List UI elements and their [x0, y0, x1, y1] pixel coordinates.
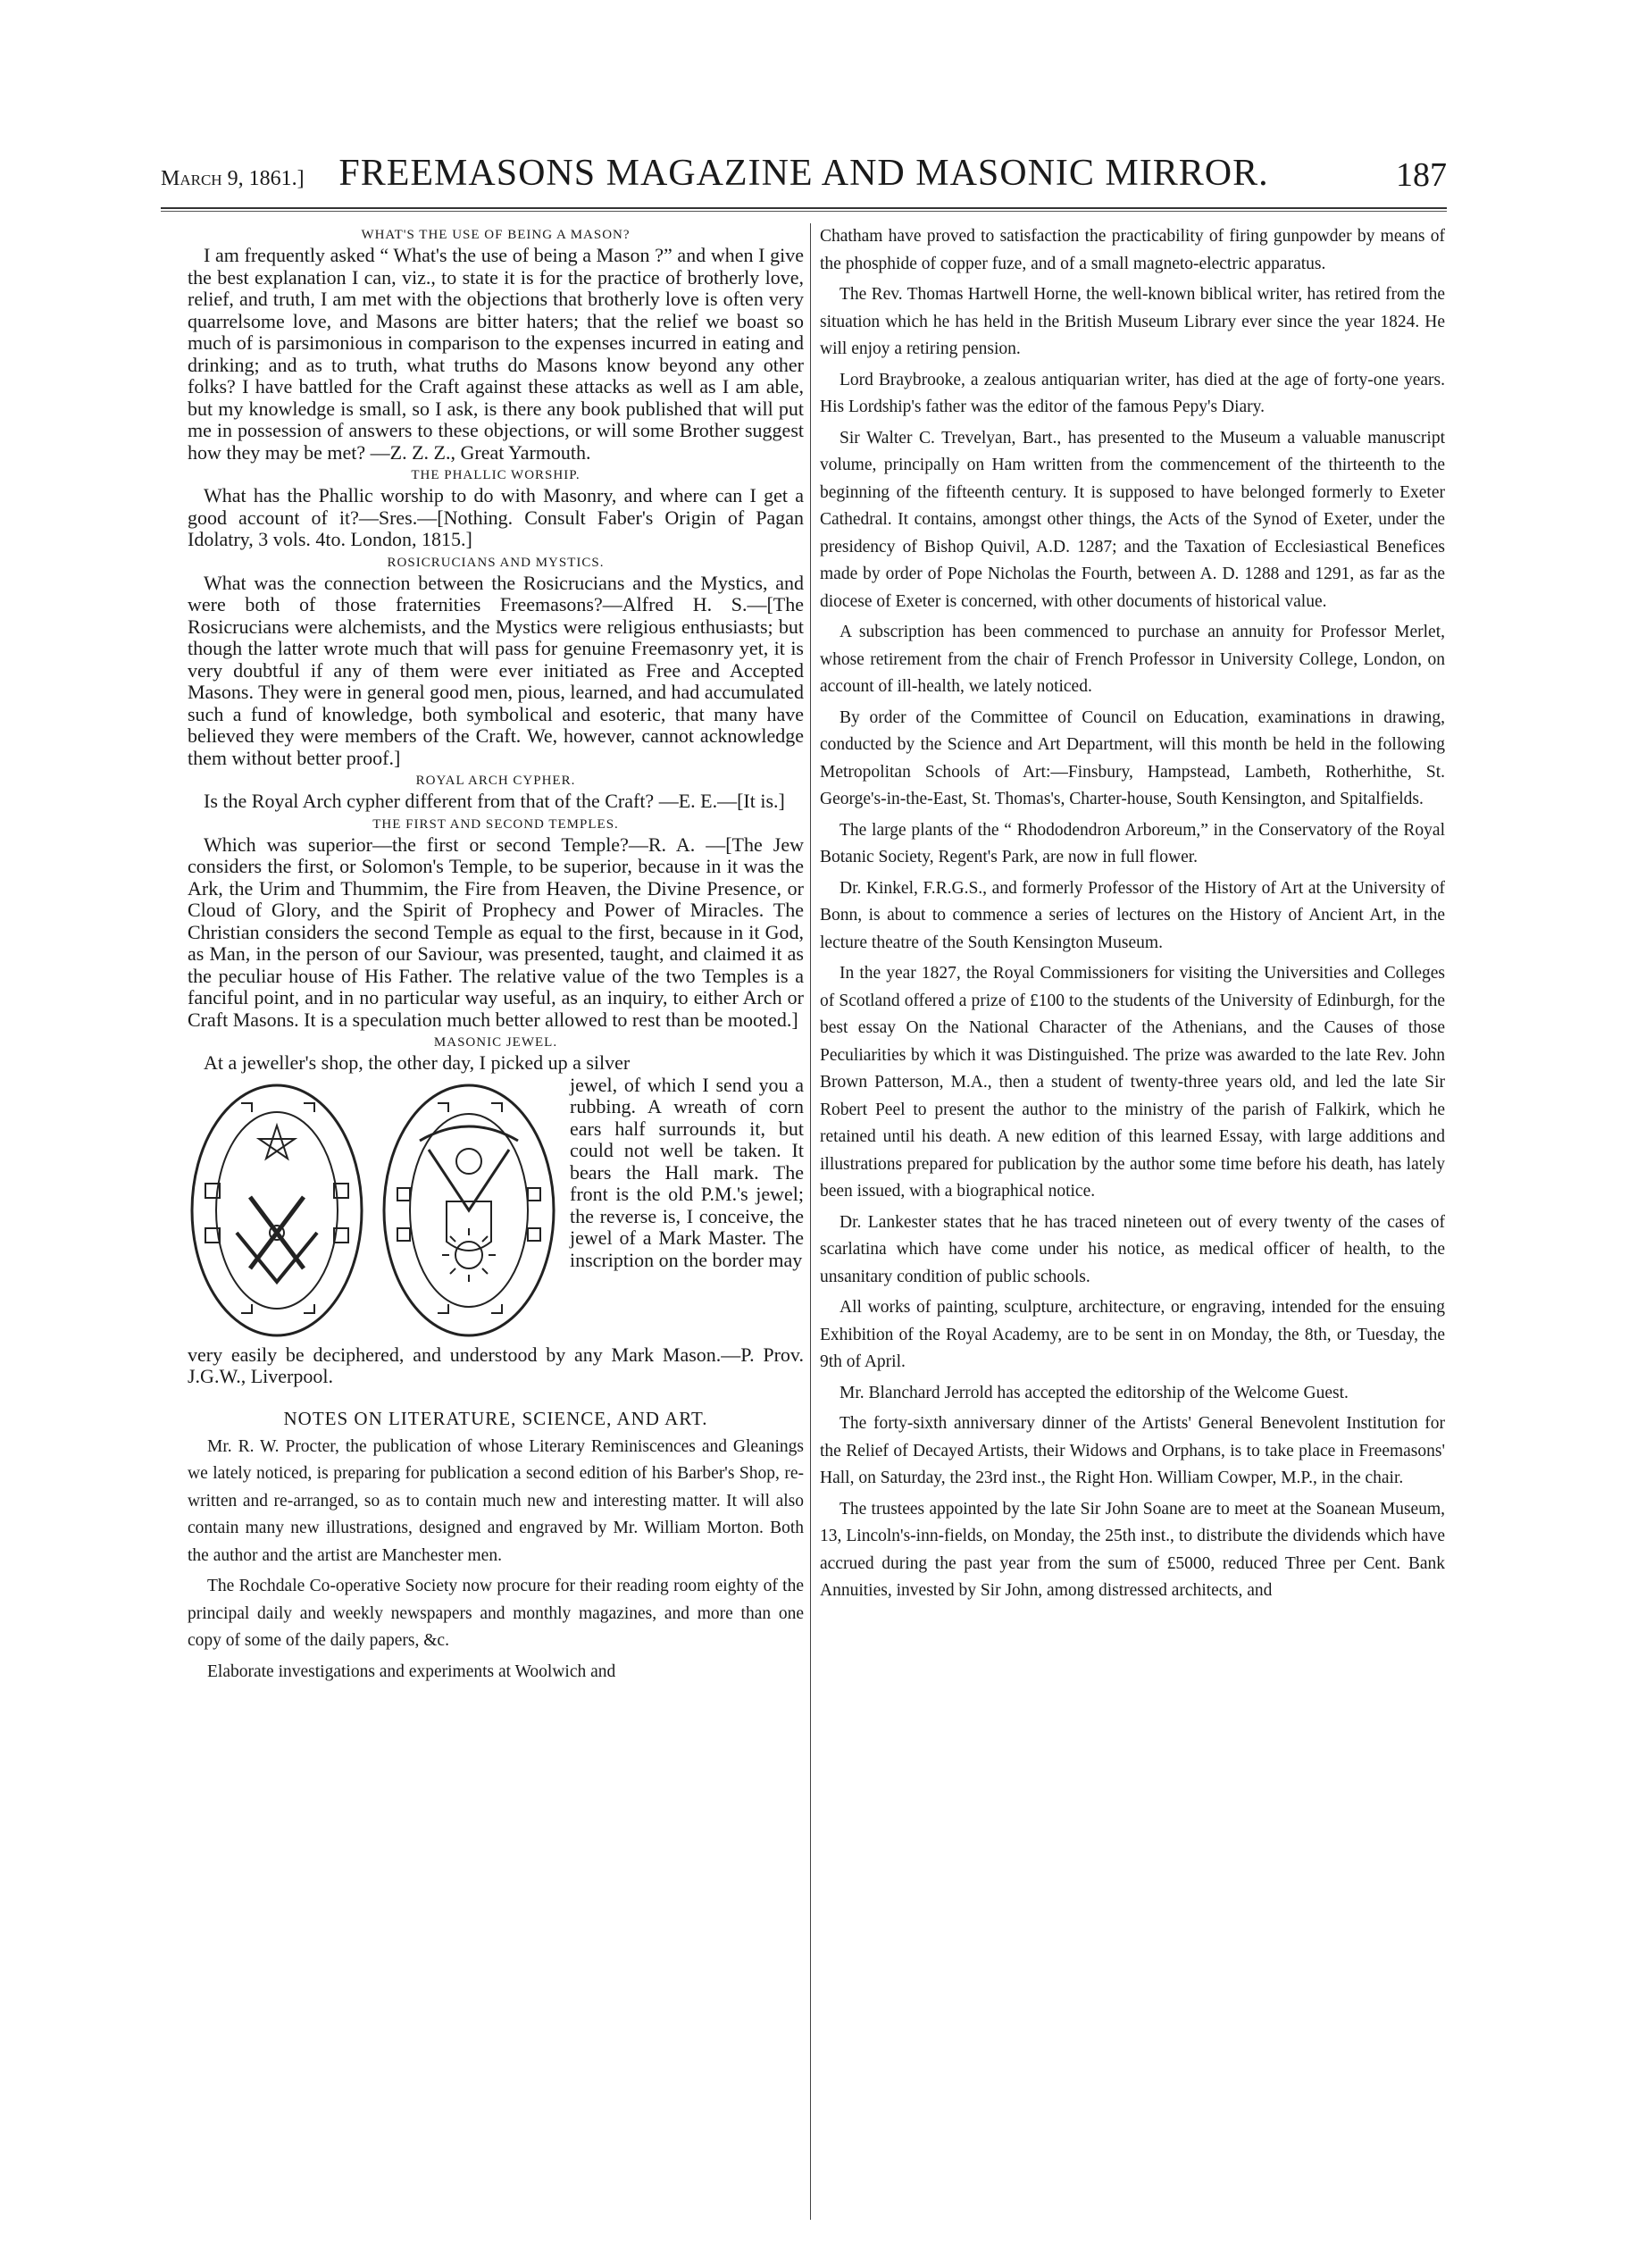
- news-paragraph: A subscription has been commenced to purchase an annuity for Professor Merlet, whose retirement from the chair of French Professor in University College, London, on account of ill-health, we lately noticed.: [820, 623, 1445, 696]
- query-text: What has the Phallic worship to do with Masonry, and where can I get a good account of it?—Sres.—[Nothing. Consult Faber's Origin of Pagan Idolatry, 3 vols. 4to. London, 1815.]: [188, 484, 804, 550]
- column-divider: [810, 223, 811, 2220]
- query-text: At a jeweller's shop, the other day, I picked up a silver: [204, 1051, 631, 1074]
- news-paragraph: Elaborate investigations and experiments at Woolwich and: [207, 1661, 616, 1681]
- news-paragraph: Lord Braybrooke, a zealous antiquarian writer, has died at the age of forty-one years. His Lordship's father was the editor of the famous Pepy's Diary.: [820, 370, 1445, 416]
- page-number: 187: [1396, 156, 1447, 194]
- query-heading: MASONIC JEWEL.: [433, 1035, 558, 1050]
- issue-date: March 9, 1861.]: [161, 167, 305, 190]
- query-text: I am frequently asked “ What's the use of being a Mason ?” and when I give the best explanation I can, viz., to state it is for the practice of brotherly love, relief, and truth, I am met with the objections that brotherly love is often very quarrelsome love, and Masons are bitter haters; that the relief we boast so much of is parsimonious in comparison to the expenses incurred in eating and drinking; and as to truth, what truths do Masons know beyond any other folks? I have battled for the Craft against these attacks as well as I am able, but my knowledge is small, so I ask, is there any book published that will put me in possession of answers to these objections, or will some Brother suggest how they may be met? —Z. Z. Z., Great Yarmouth.: [188, 244, 804, 464]
- header-rule: [161, 207, 1447, 212]
- news-paragraph: Sir Walter C. Trevelyan, Bart., has presented to the Museum a valuable manuscript volume, principally on Ham written from the commencement of the thirteenth to the beginning of the fifteenth century. It is supposed to have belonged formerly to Exeter Cathedral. It contains, amongst other things, the Acts of the Synod of Exeter, under the presidency of Bishop Quivil, A.D. 1287; and the Taxation of Ecclesiastical Benefices made by order of Pope Nicholas the Fourth, between A. D. 1288 and 1291, as far as the diocese of Exeter is concerned, with other documents of historical value.: [820, 428, 1445, 611]
- news-paragraph: Dr. Kinkel, F.R.G.S., and formerly Professor of the History of Art at the University of Bonn, is about to commence a series of lectures on the History of Ancient Art, in the lecture theatre of the South Kensington Museum.: [820, 878, 1445, 952]
- news-paragraph: The trustees appointed by the late Sir John Soane are to meet at the Soanean Museum, 13, Lincoln's-inn-fields, on Monday, the 25th inst., to distribute the dividends which have accrued during the past year from the sum of £5000, reduced Three per Cent. Bank Annuities, invested by Sir John, among distressed architects, and: [820, 1499, 1445, 1600]
- news-paragraph: The large plants of the “ Rhododendron Arboreum,” in the Conservatory of the Royal Botanic Society, Regent's Park, are now in full flower.: [820, 820, 1445, 866]
- magazine-title: FREEMASONS MAGAZINE AND MASONIC MIRROR.: [338, 153, 1269, 194]
- query-heading: WHAT'S THE USE OF BEING A MASON?: [361, 228, 631, 242]
- jewel-block: [188, 1075, 804, 1344]
- query-heading: ROYAL ARCH CYPHER.: [415, 774, 576, 788]
- news-paragraph: The Rochdale Co-operative Society now procure for their reading room eighty of the principal daily and weekly newspapers and monthly magazines, and more than one copy of some of the daily papers, &c.: [188, 1577, 804, 1650]
- query-heading: THE PHALLIC WORSHIP.: [411, 468, 581, 482]
- query-text: Is the Royal Arch cypher different from that of the Craft? —E. E.—[It is.]: [204, 790, 785, 812]
- jewel-description: jewel, of which I send you a rubbing. A wreath of corn ears half surrounds it, but could not well be taken. It bears the Hall mark. The front is the old P.M.'s jewel; the reverse is, I conceive, the jewel of a Mark Master. The inscription on the border may: [570, 1074, 804, 1271]
- query-text: What was the connection between the Rosicrucians and the Mystics, and were both of those fraternities Freemasons?—Alfred H. S.—[The Rosicrucians were alchemists, and the Mystics were religious enthusiasts; but though the latter wrote much that will pass for genuine Freemasonry yet, it is very doubtful if any of them were ever initiated as Free and Accepted Masons. They were in general good men, pious, learned, and had accumulated such a fund of knowledge, both symbolical and esoteric, that many have believed they were members of the Craft. We, however, cannot acknowledge them without better proof.]: [188, 571, 804, 769]
- news-paragraph: The forty-sixth anniversary dinner of the Artists' General Benevolent Institution for the Relief of Decayed Artists, their Widows and Orphans, is to take place in Freemasons' Hall, on Saturday, the 23rd inst., the Right Hon. William Cowper, M.P., in the chair.: [820, 1414, 1445, 1487]
- right-column: [820, 223, 1445, 2220]
- news-paragraph: All works of painting, sculpture, architecture, or engraving, intended for the ensuing Exhibition of the Royal Academy, are to be sent in on Monday, the 8th, or Tuesday, the 9th of April.: [820, 1298, 1445, 1371]
- news-paragraph: The Rev. Thomas Hartwell Horne, the well-known biblical writer, has retired from the situation which he has held in the British Museum Library ever since the year 1824. He will enjoy a retiring pension.: [820, 285, 1445, 358]
- news-paragraph: Dr. Lankester states that he has traced nineteen out of every twenty of the cases of scarlatina which have come under his notice, as medical officer of health, to the unsanitary condition of public schools.: [820, 1212, 1445, 1286]
- section-heading: NOTES ON LITERATURE, SCIENCE, AND ART.: [283, 1407, 708, 1429]
- query-text: very easily be deciphered, and understood by any Mark Mason.—P. Prov. J.G.W., Liverpool.: [188, 1343, 804, 1387]
- query-heading: ROSICRUCIANS AND MYSTICS.: [387, 555, 605, 570]
- page-header: [161, 143, 1447, 197]
- news-paragraph: By order of the Committee of Council on Education, examinations in drawing, conducted by the Science and Art Department, will this month be held in the following Metropolitan Schools of Art:—Finsbury, Hampstead, Lambeth, Rotherhithe, St. George's-in-the-East, St. Thomas's, Charter-house, South Kensington, and Spitalfields.: [820, 707, 1445, 808]
- query-heading: THE FIRST AND SECOND TEMPLES.: [372, 816, 619, 832]
- query-text: Which was superior—the first or second Temple?—R. A. —[The Jew considers the first, or Solomon's Temple, to be superior, because in it was the Ark, the Urim and Thummim, the Fire from Heaven, the Divine Presence, or Cloud of Glory, and the Spirit of Prophecy and Power of Miracles. The Christian considers the second Temple as equal to the first, because in it God, as Man, in the person of our Saviour, was presented, taught, and claimed it as the peculiar house of His Father. The relative value of the two Temples is a fanciful point, and in no particular way useful, as an inquiry, to either Arch or Craft Masons. It is a speculation much better allowed to rest than be mooted.]: [188, 833, 804, 1031]
- news-paragraph: Mr. Blanchard Jerrold has accepted the editorship of the Welcome Guest.: [840, 1383, 1349, 1402]
- news-paragraph: Chatham have proved to satisfaction the practicability of firing gunpowder by means of the phosphide of copper fuze, and of a small magneto-electric apparatus.: [820, 227, 1445, 273]
- masonic-jewel-illustration: [188, 1076, 563, 1344]
- news-paragraph: Mr. R. W. Procter, the publication of whose Literary Reminiscences and Gleanings we lately noticed, is preparing for publication a second edition of his Barber's Shop, re-written and re-arranged, so as to contain much new and interesting matter. It will also contain many new illustrations, designed and engraved by Mr. William Morton. Both the author and the artist are Manchester men.: [188, 1436, 804, 1565]
- news-paragraph: In the year 1827, the Royal Commissioners for visiting the Universities and Colleges of Scotland offered a prize of £100 to the students of the University of Edinburgh, for the best essay On the National Character of the Athenians, and the Causes of those Peculiarities by which it was Distinguished. The prize was awarded to the late Rev. John Brown Patterson, M.A., then a student of twenty-three years old, and led the late Sir Robert Peel to present the author to the ministry of the parish of Falkirk, which he retained until his death. A new edition of this learned Essay, with large additions and illustrations prepared for publication by the author some time before his death, has lately been issued, with a biographical notice.: [820, 964, 1445, 1201]
- left-column: [188, 223, 804, 2220]
